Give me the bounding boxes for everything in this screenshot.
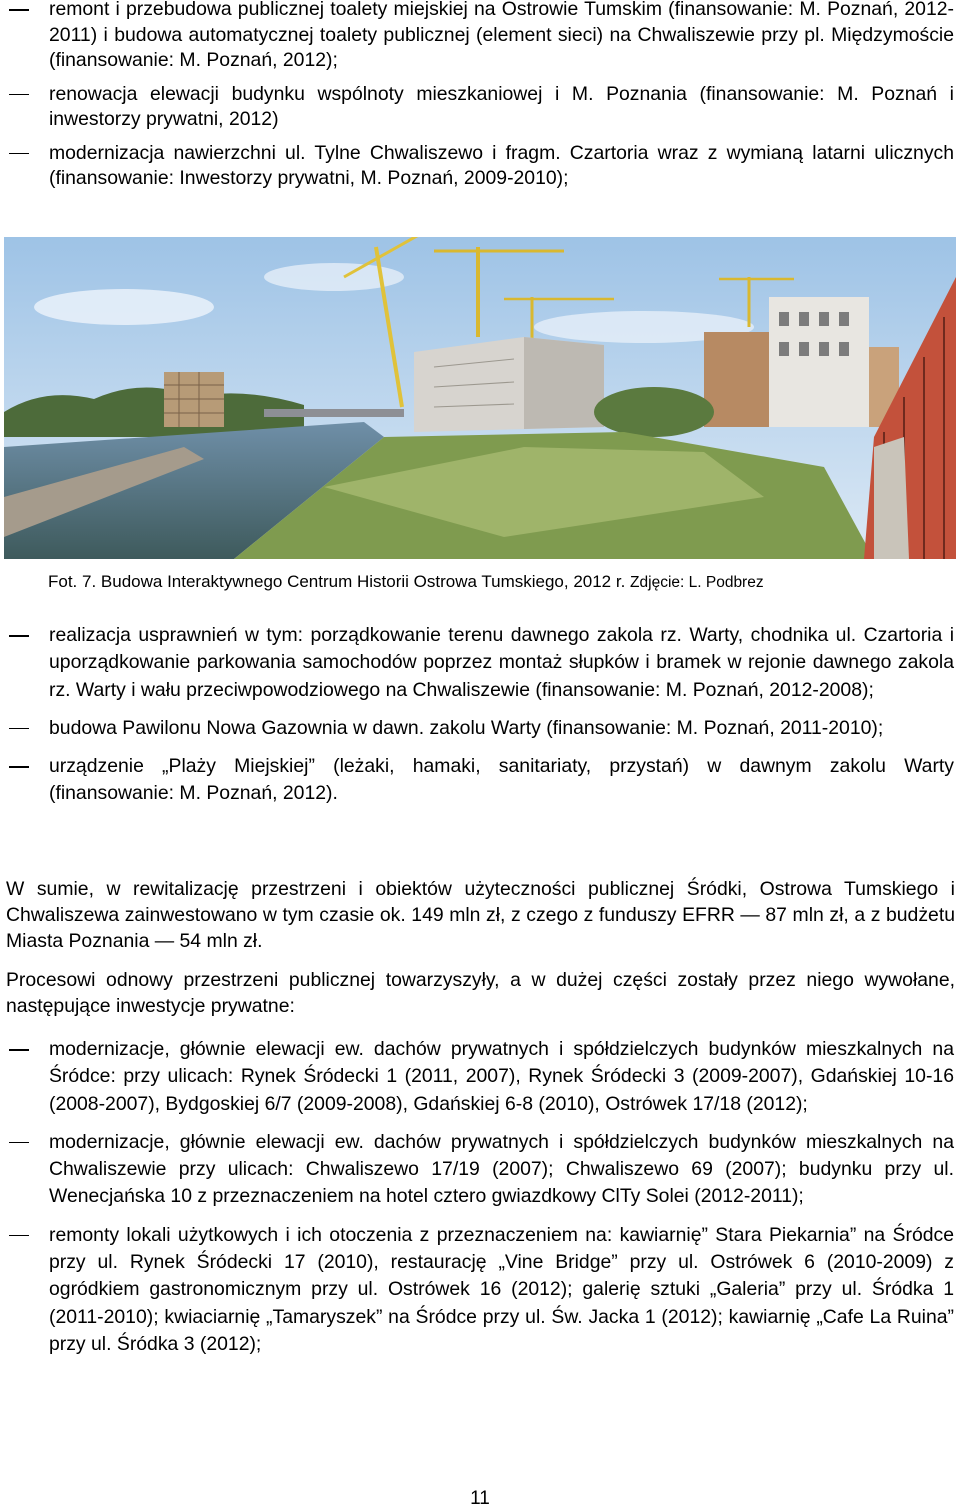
- list-item: realizacja usprawnień w tym: porządkowanie terenu dawnego zakola rz. Warty, chodnika ul. Czartoria i uporządkowanie parkowania samochodów poprzez montaż słupków i bramek w rejonie dawnego zakola rz. Warty i wału przeciwpowodziowego na Chwaliszewie (finansowanie: M. Poznań, 2012-2008);: [0, 622, 960, 704]
- list-item: urządzenie „Plaży Miejskiej” (leżaki, hamaki, sanitariaty, przystań) w dawnym zakolu Warty (finansowanie: M. Poznań, 2012).: [0, 753, 960, 808]
- dash-bullet-icon: [9, 728, 29, 730]
- dash-bullet-icon: [9, 1235, 29, 1237]
- top-bullet-list: [0, 0, 960, 192]
- list-item: modernizacja nawierzchni ul. Tylne Chwaliszewo i fragm. Czartoria wraz z wymianą latarni ulicznych (finansowanie: Inwestorzy prywatni, M. Poznań, 2009-2010);: [0, 141, 960, 192]
- intro-paragraph: Procesowi odnowy przestrzeni publicznej towarzyszyły, a w dużej części zostały przez niego wywołane, następujące inwestycje prywatne:: [6, 969, 955, 1017]
- photo-credit: Zdjęcie: L. Podbrez: [630, 574, 764, 591]
- page-number: 11: [470, 1488, 490, 1509]
- dash-bullet-icon: [9, 635, 29, 637]
- dash-bullet-icon: [9, 153, 29, 155]
- list-item: budowa Pawilonu Nowa Gazownia w dawn. zakolu Warty (finansowanie: M. Poznań, 2011-2010);: [0, 715, 960, 742]
- dash-bullet-icon: [9, 1049, 29, 1051]
- dash-bullet-icon: [9, 9, 29, 11]
- dash-bullet-icon: [9, 94, 29, 96]
- middle-bullet-list: [0, 622, 960, 808]
- photo-caption: Fot. 7. Budowa Interaktywnego Centrum Historii Ostrowa Tumskiego, 2012 r. Zdjęcie: L. Podbrez: [48, 572, 764, 591]
- construction-photo: [4, 237, 956, 559]
- dash-bullet-icon: [9, 1142, 29, 1144]
- list-item: remonty lokali użytkowych i ich otoczenia z przeznaczeniem na: kawiarnię” Stara Piekarnia” na Śródce przy ul. Rynek Śródecki 17 (2010), restaurację „Vine Bridge” przy ul. Ostrówek 6 (2010-2009) z ogródkiem gastronomicznym przy ul. Ostrówek 16 (2012); galerię sztuki „Galeria” przy ul. Śródka 1 (2011-2010); kwiaciarnię „Tamaryszek” na Śródce przy ul. Św. Jacka 1 (2012); kawiarnię „Cafe La Ruina” przy ul. Śródka 3 (2012);: [0, 1222, 960, 1358]
- list-item: modernizacje, głównie elewacji ew. dachów prywatnych i spółdzielczych budynków mieszkalnych na Chwaliszewie przy ulicach: Chwaliszewo 17/19 (2007); Chwaliszewo 69 (2007); budynku przy ul. Wenecjańska 10 z przeznaczeniem na hotel cztero gwiazdkowy ClTy Solei (2012-2011);: [0, 1129, 960, 1211]
- list-item: renowacja elewacji budynku wspólnoty mieszkaniowej i M. Poznania (finansowanie: M. Poznań i inwestorzy prywatni, 2012): [0, 82, 960, 133]
- list-item: remont i przebudowa publicznej toalety miejskiej na Ostrowie Tumskim (finansowanie: M. Poznań, 2012-2011) i budowa automatycznej toalety publicznej (element sieci) na Chwaliszewie przy pl. Międzymoście (finansowanie: M. Poznań, 2012);: [0, 0, 960, 74]
- list-item: modernizacje, głównie elewacji ew. dachów prywatnych i spółdzielczych budynków mieszkalnych na Śródce: przy ulicach: Rynek Śródecki 1 (2011, 2007), Rynek Śródecki 3 (2009-2007), Gdańskiej 10-16 (2008-2007), Bydgoskiej 6/7 (2009-2008), Gdańskiej 6-8 (2010), Ostrówek 17/18 (2012);: [0, 1036, 960, 1118]
- bottom-bullet-list: [0, 1036, 960, 1358]
- summary-paragraph: W sumie, w rewitalizację przestrzeni i obiektów użyteczności publicznej Śródki, Ostrowa Tumskiego i Chwaliszewa zainwestowano w tym czasie ok. 149 mln zł, z czego z funduszy EFRR — 87 mln zł, a z budżetu Miasta Poznania — 54 mln zł.: [6, 878, 955, 952]
- dash-bullet-icon: [9, 766, 29, 768]
